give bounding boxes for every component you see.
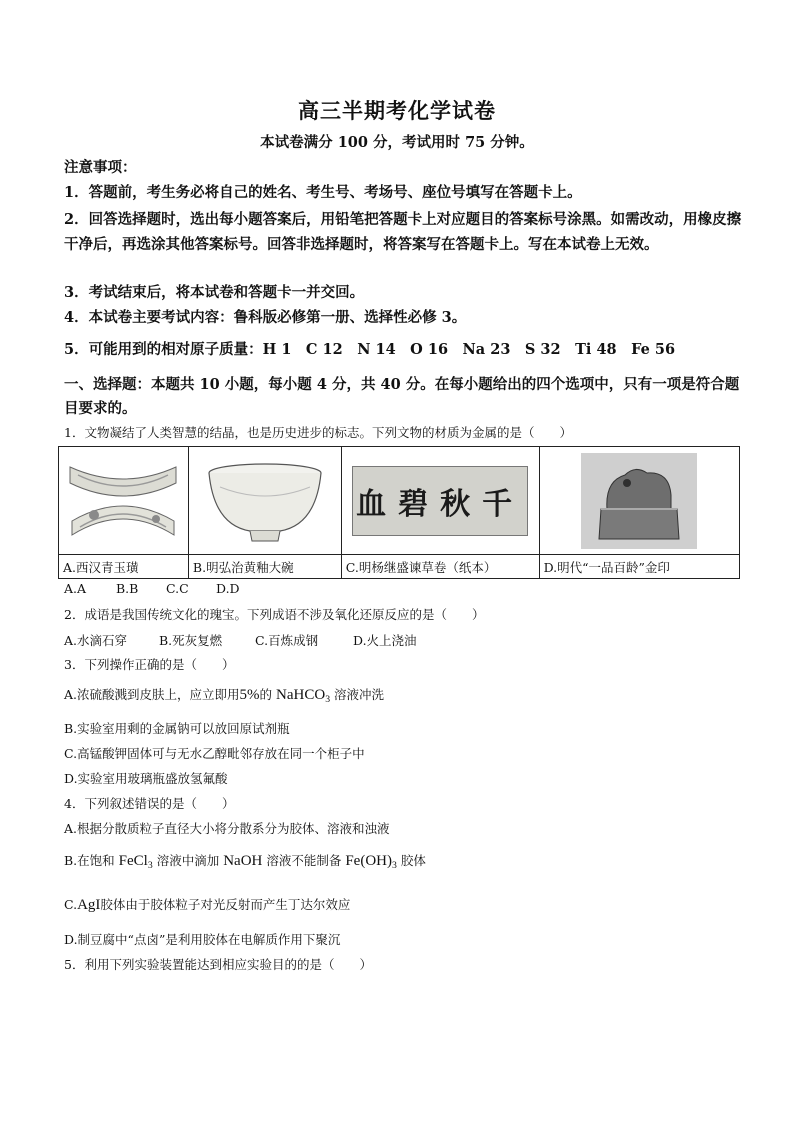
q1-option-a[interactable]: A.A <box>64 581 87 596</box>
relic-a-caption: A.西汉青玉璜 <box>59 555 189 579</box>
relic-c-image-cell <box>341 447 539 555</box>
q1-option-b[interactable]: B.B <box>116 581 139 596</box>
q1-option-d[interactable]: D.D <box>216 581 240 596</box>
question-5-stem: 5．利用下列实验装置能达到相应实验目的的是（ ） <box>64 957 372 972</box>
q4-b-mid: 溶液中滴加 <box>156 853 220 868</box>
q4-option-d[interactable]: D.制豆腐中“点卤”是利用胶体在电解质作用下聚沉 <box>64 932 341 947</box>
relic-b-image-cell <box>188 447 341 555</box>
gold-seal-image <box>579 451 699 551</box>
question-1-stem: 1．文物凝结了人类智慧的结晶，也是历史进步的标志。下列文物的材质为金属的是（ ） <box>64 425 572 440</box>
q4-c-post: 胶体由于胶体粒子对光反射而产生丁达尔效应 <box>100 897 351 912</box>
jade-huang-image <box>64 453 182 549</box>
relic-d-caption: D.明代“一品百龄”金印 <box>539 555 739 579</box>
q3-a-post: 溶液冲洗 <box>334 687 385 702</box>
relic-d-image-cell <box>539 447 739 555</box>
q4-c-pre: C. <box>64 897 78 912</box>
q2-option-b[interactable]: B.死灰复燃 <box>159 633 223 648</box>
q3-a-percent: 5% <box>239 687 260 703</box>
notice-item-2: 2．回答选择题时，选出每小题答案后，用铅笔把答题卡上对应题目的答案标号涂黑。如需改动，用橡皮擦干净后，再选涂其他答案标号。回答非选择题时，将答案写在答题卡上。写在本试卷上无效。 <box>64 211 742 253</box>
q3-option-d[interactable]: D.实验室用玻璃瓶盛放氢氟酸 <box>64 771 228 786</box>
scroll-inscription: 千秋碧血 <box>356 486 525 522</box>
notice-item-4: 4．本试卷主要考试内容：鲁科版必修第一册、选择性必修 3。 <box>64 309 467 326</box>
q1-option-c[interactable]: C.C <box>166 581 189 596</box>
notice-item-1: 1．答题前，考生务必将自己的姓名、考生号、考场号、座位号填写在答题卡上。 <box>64 184 582 201</box>
q3-option-c[interactable]: C.高锰酸钾固体可与无水乙醇毗邻存放在同一个柜子中 <box>64 746 365 761</box>
scroll-image <box>352 466 528 536</box>
notice-item-5: 5．可能用到的相对原子质量：H 1 C 12 N 14 O 16 Na 23 S 32 Ti 48 Fe 56 <box>64 341 676 358</box>
fecl3-formula: FeCl$_3$ <box>118 853 153 871</box>
question-3-stem: 3．下列操作正确的是（ ） <box>64 657 235 672</box>
q4-option-a[interactable]: A.根据分散质粒子直径大小将分散系分为胶体、溶液和浊液 <box>64 821 390 836</box>
relic-a-image-cell <box>59 447 189 555</box>
q3-option-b[interactable]: B.实验室用剩的金属钠可以放回原试剂瓶 <box>64 721 290 736</box>
q4-option-b[interactable] <box>64 852 744 875</box>
glazed-bowl-image <box>200 453 330 549</box>
q4-b-pre: B.在饱和 <box>64 853 115 868</box>
q2-option-c[interactable]: C.百炼成钢 <box>255 633 319 648</box>
q4-b-post: 胶体 <box>400 853 426 868</box>
nahco3-formula: NaHCO$_3$ <box>276 687 331 705</box>
page-title: 高三半期考化学试卷 <box>298 98 496 123</box>
feoh3-formula: $Fe(OH)_3$ <box>345 853 397 871</box>
question-4-stem: 4．下列叙述错误的是（ ） <box>64 796 235 811</box>
naoh-formula: NaOH <box>223 853 263 869</box>
agi-formula: AgI <box>77 897 101 913</box>
exam-subtitle: 本试卷满分 100 分，考试用时 75 分钟。 <box>260 134 534 151</box>
relics-table <box>58 446 740 579</box>
relic-c-caption: C.明杨继盛谏草卷（纸本） <box>341 555 539 579</box>
question-1-options <box>64 581 266 596</box>
notice-item-3: 3．考试结束后，将本试卷和答题卡一并交回。 <box>64 284 365 301</box>
relic-b-caption: B.明弘治黄釉大碗 <box>188 555 341 579</box>
question-2-stem: 2．成语是我国传统文化的瑰宝。下列成语不涉及氧化还原反应的是（ ） <box>64 607 485 622</box>
q3-option-a[interactable] <box>64 686 744 709</box>
q2-option-d[interactable]: D.火上浇油 <box>353 633 417 648</box>
section-heading: 一、选择题：本题共 10 小题，每小题 4 分，共 40 分。在每小题给出的四个选项中，只有一项是符合题目要求的。 <box>64 376 740 417</box>
q4-b-mid2: 溶液不能制备 <box>266 853 342 868</box>
q3-a-mid: 的 <box>259 687 273 702</box>
notice-heading: 注意事项： <box>64 159 137 176</box>
q4-option-c[interactable] <box>64 896 744 914</box>
q3-a-text: A.浓硫酸溅到皮肤上，应立即用 <box>64 687 240 702</box>
q2-option-a[interactable]: A.水滴石穿 <box>64 633 128 648</box>
question-2-options <box>64 631 443 649</box>
